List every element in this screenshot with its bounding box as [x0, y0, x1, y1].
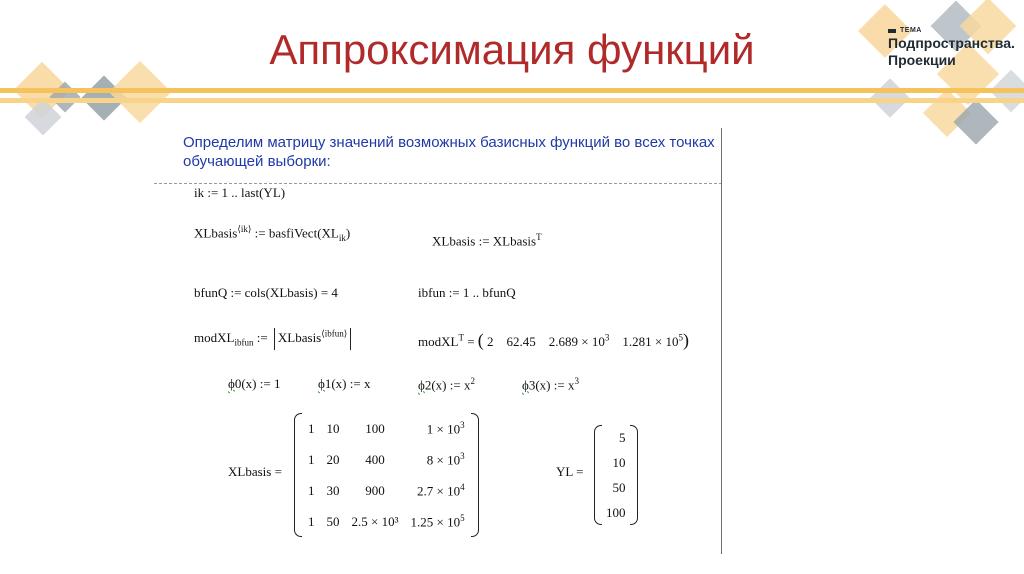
matrix-cell: $2.7 \times 10^4$ [416, 481, 465, 499]
modT-sup: T [458, 332, 464, 343]
vector-bracket-right [630, 425, 638, 525]
matrix-cell: 1 [308, 513, 315, 529]
phi2-exp: 2 [470, 376, 475, 386]
vector-row [602, 425, 630, 450]
vector-row [602, 475, 630, 500]
matrix-cell: 2.5 × 10³ [351, 513, 399, 529]
matrix-cell: 1 [308, 482, 315, 498]
page-margin-line [721, 128, 722, 554]
xlbasis-label: XLbasis = [228, 464, 282, 479]
modT-v4e: 5 [678, 332, 683, 343]
phi1-definition [318, 376, 370, 392]
bfunq-definition: bfunQ := cols(XLbasis) = 4 [194, 285, 338, 300]
brand-tag-mark [888, 29, 896, 33]
ibfun-definition: ibfun := 1 .. bfunQ [418, 285, 516, 300]
vector-row [602, 450, 630, 475]
matrix-cell: $1 \times 10^3$ [426, 419, 465, 437]
vector-cell: 5 [619, 429, 626, 445]
xlb-sup: ⟨ik⟩ [237, 224, 252, 234]
yl-table [602, 425, 630, 525]
paren-right: ) [682, 330, 689, 350]
abs-bar-left [274, 328, 275, 350]
matrix-row [302, 475, 471, 506]
xlb-end: ) [345, 225, 351, 241]
matrix-cell: 30 [326, 482, 340, 498]
matrix-bracket-left [294, 413, 302, 537]
mod-left: modXL [194, 329, 235, 345]
ik-definition: ik := 1 .. last(YL) [194, 185, 286, 200]
brand-line2: Проекции [888, 52, 956, 68]
header-band-secondary [0, 98, 1024, 103]
vector-cell: 50 [612, 479, 626, 495]
modT-v4: 1.281 × 10 [622, 334, 679, 349]
yl-label: YL = [556, 464, 584, 479]
xlbasis-table [302, 413, 471, 537]
phi2-definition [418, 376, 475, 393]
abs-bar-right [350, 328, 351, 350]
matrix-cell: 50 [326, 513, 340, 529]
modT-v2: 62.45 [506, 334, 536, 349]
vector-cell: 100 [606, 504, 626, 520]
xlt-sup: T [536, 232, 542, 242]
matrix-cell: 1 [308, 420, 315, 436]
intro-text: Определим матрицу значений возможных базисных функций во всех точках обучающей выборки: [183, 134, 715, 170]
xlt-text: XLbasis := XLbasis [432, 233, 537, 249]
phi3-symbol: ϕ [522, 377, 529, 393]
matrix-bracket-right [471, 413, 479, 537]
page-title: Аппроксимация функций [269, 26, 755, 73]
matrix-row [302, 506, 471, 537]
xlbasis-matrix [294, 413, 479, 537]
phi3-text: 3(x) := x [528, 377, 575, 393]
phi0-definition [228, 376, 280, 392]
modT-eq: = [463, 334, 478, 349]
matrix-cell: 900 [365, 482, 385, 498]
vector-bracket-left [594, 425, 602, 525]
phi3-exp: 3 [574, 376, 579, 386]
matrix-cell: $1.25 \times 10^5$ [410, 512, 465, 530]
phi0-text: 0(x) := 1 [234, 376, 281, 391]
xlbasis-column-assign [194, 224, 350, 243]
matrix-cell: 1 [308, 451, 315, 467]
vector-cell: 10 [612, 454, 626, 470]
modxl-transpose-result [418, 330, 689, 351]
vector-row [602, 500, 630, 525]
mod-inner: XLbasis [277, 329, 322, 345]
xlb-sub: ik [338, 232, 346, 243]
region-divider [154, 183, 722, 184]
modT-v3: 2.689 × 10 [548, 334, 605, 349]
matrix-cell: 10 [326, 420, 340, 436]
brand-line1: Подпространства. [888, 35, 1015, 51]
matrix-cell: 400 [365, 451, 385, 467]
phi3-definition [522, 376, 579, 393]
brand-tag-label: ТЕМА [900, 27, 922, 34]
matrix-row [302, 444, 471, 475]
phi2-symbol: ϕ [418, 377, 425, 393]
phi1-text: 1(x) := x [324, 376, 371, 391]
matrix-cell: 20 [326, 451, 340, 467]
modT-left: modXL [418, 334, 459, 349]
matrix-row [302, 413, 471, 444]
modT-v3e: 3 [604, 332, 610, 343]
matrix-cell: 100 [365, 420, 385, 436]
phi0-symbol: ϕ [228, 376, 235, 391]
header-band [0, 88, 1024, 93]
brand-tag [888, 26, 1015, 35]
xlb-left: XLbasis [194, 225, 238, 241]
xlbasis-transpose [432, 232, 542, 249]
phi1-symbol: ϕ [318, 376, 325, 391]
yl-vector [594, 425, 638, 525]
modxl-definition [194, 328, 354, 350]
xlb-mid: := basfiVect(XL [251, 225, 339, 241]
phi2-text: 2(x) := x [424, 377, 471, 393]
mod-inner-sup: ⟨ibfun⟩ [321, 328, 348, 339]
paren-left: ( [477, 330, 484, 350]
mod-assign: := [253, 329, 271, 345]
modT-v1: 2 [487, 334, 494, 349]
mod-sub: ibfun [234, 337, 254, 348]
brand-block [888, 26, 1015, 69]
matrix-cell: $8 \times 10^3$ [426, 450, 465, 468]
